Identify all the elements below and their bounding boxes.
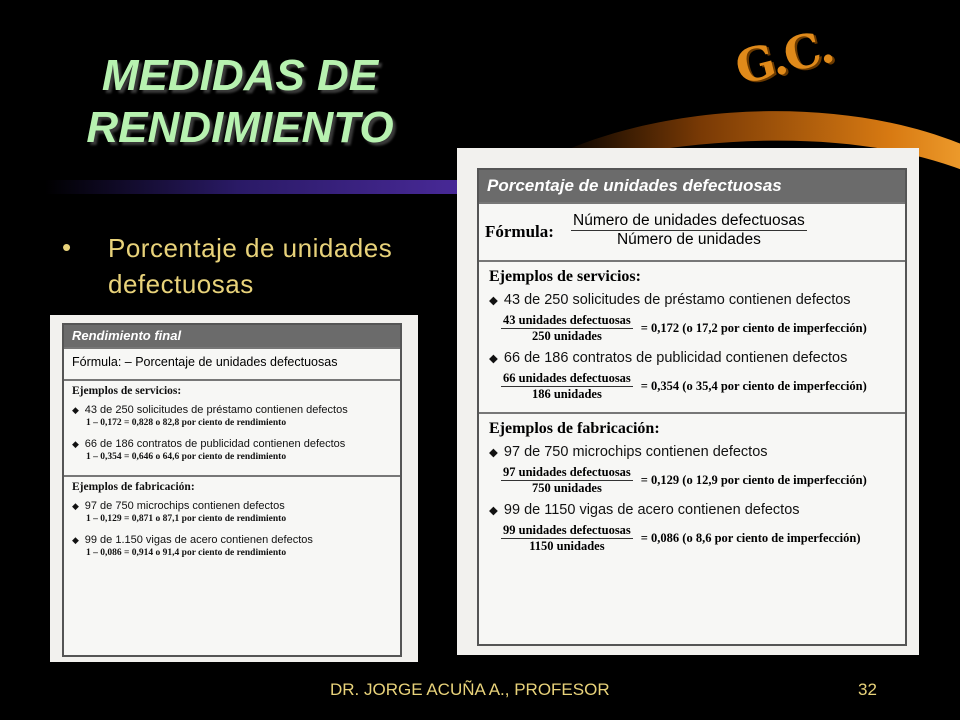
list-item: ◆ 66 de 186 contratos de publicidad contienen defectos bbox=[72, 438, 346, 450]
formula-label: Fórmula: bbox=[485, 222, 554, 241]
slide-title bbox=[50, 50, 430, 154]
list-item: ◆ 99 de 1150 vigas de acero contienen defectos bbox=[489, 500, 895, 521]
fraction: $\frac{\text{43 unidades defectuosas}}{\text{250 unidades}}$ bbox=[503, 313, 631, 343]
formula-numerator: Número de unidades defectuosas bbox=[573, 212, 805, 229]
title-underline-bar bbox=[45, 180, 475, 194]
manufacturing-heading: Ejemplos de fabricación: bbox=[489, 420, 660, 437]
list-item: ◆ 43 de 250 solicitudes de préstamo contienen defectos bbox=[489, 290, 895, 311]
services-heading: Ejemplos de servicios: bbox=[72, 385, 182, 397]
bullet-marker: • bbox=[62, 232, 72, 262]
footer-author: DR. JORGE ACUÑA A., PROFESOR bbox=[330, 680, 610, 699]
calculation: $\frac{\text{99 unidades defectuosas}}{\text{1150 unidades}}$ = 0,086 (o 8,6 por ciento de imperfección) bbox=[503, 523, 861, 553]
services-heading: Ejemplos de servicios: bbox=[489, 268, 641, 285]
rendimiento-final-box bbox=[62, 323, 402, 657]
diamond-icon: ◆ bbox=[72, 405, 79, 415]
formula-row bbox=[479, 202, 905, 260]
scan-porcentaje-defectuosas bbox=[457, 148, 919, 655]
list-item-result: 1 – 0,354 = 0,646 o 64,6 por ciento de rendimiento bbox=[86, 452, 287, 462]
fraction: $\frac{\text{99 unidades defectuosas}}{\text{1150 unidades}}$ bbox=[503, 523, 631, 553]
diamond-icon: ◆ bbox=[72, 439, 79, 449]
page-number: 32 bbox=[858, 680, 877, 699]
manufacturing-section bbox=[64, 475, 400, 571]
gc-logo: G.C. bbox=[729, 19, 838, 95]
calculation: $\frac{\text{97 unidades defectuosas}}{\text{750 unidades}}$ = 0,129 (o 12,9 por ciento de imperfección) bbox=[503, 465, 867, 495]
list-item-result: 1 – 0,129 = 0,871 o 87,1 por ciento de rendimiento bbox=[86, 514, 287, 524]
diamond-icon: ◆ bbox=[489, 446, 498, 459]
list-item: ◆ 43 de 250 solicitudes de préstamo contienen defectos bbox=[72, 404, 348, 416]
formula-denominator: Número de unidades bbox=[616, 231, 761, 248]
diamond-icon: ◆ bbox=[72, 535, 79, 545]
diamond-icon: ◆ bbox=[489, 504, 498, 517]
list-item-result: 1 – 0,086 = 0,914 o 91,4 por ciento de rendimiento bbox=[86, 548, 287, 558]
list-item-result: 1 – 0,172 = 0,828 o 82,8 por ciento de rendimiento bbox=[86, 418, 287, 428]
title-line-2: RENDIMIENTO bbox=[86, 103, 394, 152]
scan-rendimiento-final bbox=[50, 315, 418, 662]
calculation: $\frac{\text{66 unidades defectuosas}}{\text{186 unidades}}$ = 0,354 (o 35,4 por ciento de imperfección) bbox=[503, 371, 867, 401]
services-section bbox=[479, 260, 905, 412]
manufacturing-section bbox=[479, 412, 905, 564]
fraction: $\frac{\text{66 unidades defectuosas}}{\text{186 unidades}}$ bbox=[503, 371, 631, 401]
list-item: ◆ 66 de 186 contratos de publicidad contienen defectos bbox=[489, 348, 895, 369]
manufacturing-heading: Ejemplos de fabricación: bbox=[72, 481, 195, 493]
title-line-1: MEDIDAS DE bbox=[101, 51, 379, 100]
list-item: ◆ 97 de 750 microchips contienen defectos bbox=[72, 500, 285, 512]
porcentaje-defectuosas-box bbox=[477, 168, 907, 646]
list-item: ◆ 99 de 1.150 vigas de acero contienen defectos bbox=[72, 534, 313, 546]
formula-fraction bbox=[571, 212, 807, 249]
diamond-icon: ◆ bbox=[489, 294, 498, 307]
calculation: $\frac{\text{43 unidades defectuosas}}{\text{250 unidades}}$ = 0,172 (o 17,2 por ciento de imperfección) bbox=[503, 313, 867, 343]
formula-line: Fórmula: – Porcentaje de unidades defectuosas bbox=[64, 347, 400, 379]
box-heading: Rendimiento final bbox=[64, 325, 400, 347]
list-item: ◆ 97 de 750 microchips contienen defectos bbox=[489, 442, 895, 463]
services-section bbox=[64, 379, 400, 475]
box-heading: Porcentaje de unidades defectuosas bbox=[479, 170, 905, 202]
bullet-text: Porcentaje de unidades defectuosas bbox=[108, 233, 393, 299]
diamond-icon: ◆ bbox=[489, 352, 498, 365]
diamond-icon: ◆ bbox=[72, 501, 79, 511]
fraction: $\frac{\text{97 unidades defectuosas}}{\text{750 unidades}}$ bbox=[503, 465, 631, 495]
